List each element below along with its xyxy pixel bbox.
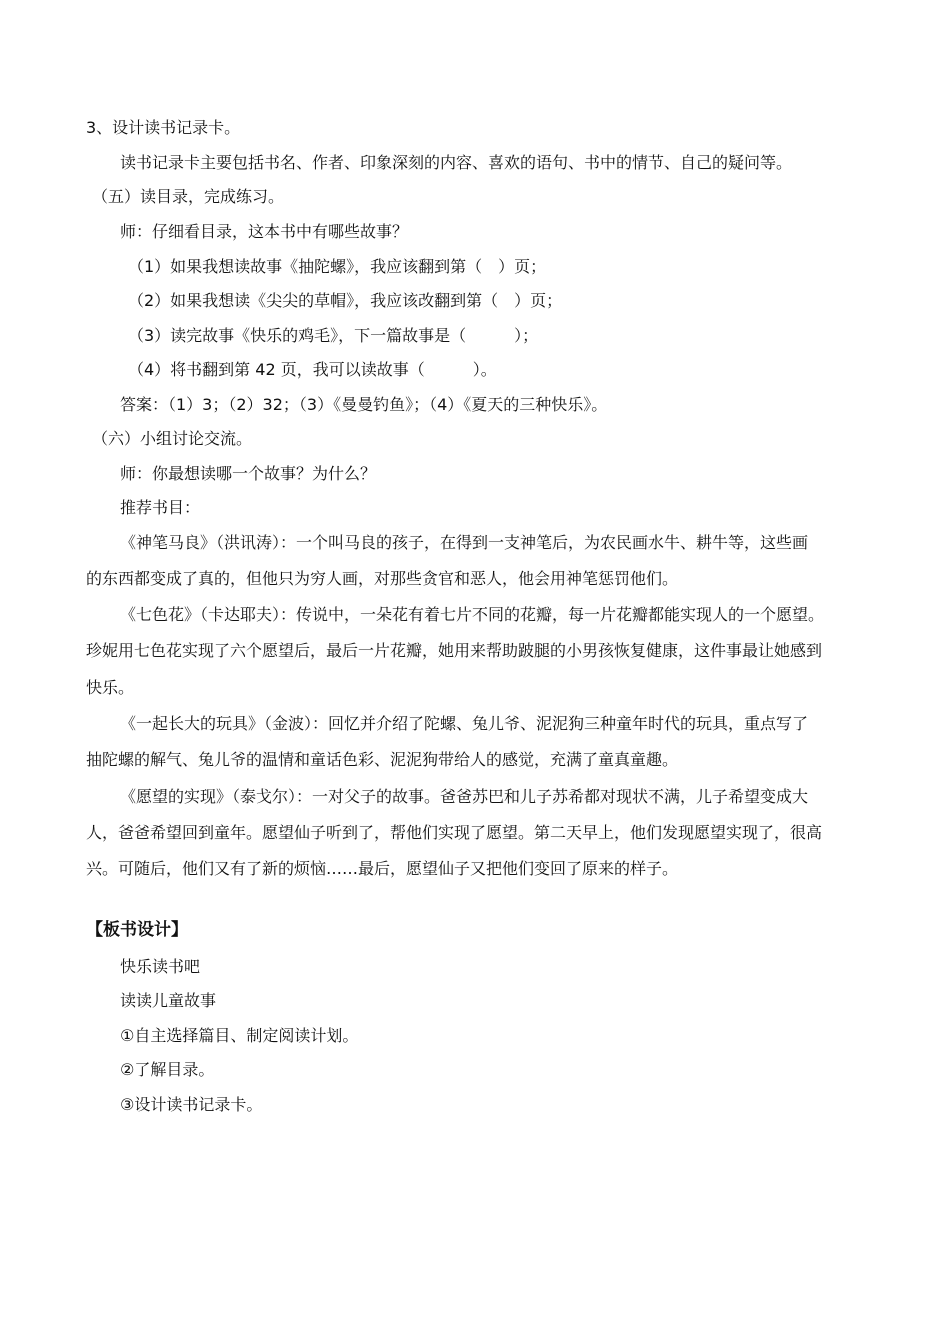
exercise-item-1: （1）如果我想读故事《抽陀螺》，我应该翻到第（ ）页； bbox=[128, 257, 547, 276]
section6-question: 师：你最想读哪一个故事？为什么？ bbox=[120, 464, 377, 483]
recommend-label: 推荐书目： bbox=[120, 498, 201, 517]
board-line-3: ①自主选择篇目、制定阅读计划。 bbox=[120, 1026, 359, 1045]
book-2-line-2: 珍妮用七色花实现了六个愿望后，最后一片花瓣，她用来帮助跛腿的小男孩恢复健康，这件事最让她感到 bbox=[86, 641, 823, 660]
book-4-line-1: 《愿望的实现》（泰戈尔）：一对父子的故事。爸爸苏巴和儿子苏希都对现状不满，儿子希望变成大 bbox=[120, 787, 809, 806]
book-3-line-2: 抽陀螺的解气、兔儿爷的温情和童话色彩、泥泥狗带给人的感觉，充满了童真童趣。 bbox=[86, 750, 679, 769]
exercise-item-3: （3）读完故事《快乐的鸡毛》，下一篇故事是（ ）； bbox=[128, 326, 539, 345]
board-line-1: 快乐读书吧 bbox=[120, 957, 201, 976]
section5-title: （五）读目录，完成练习。 bbox=[92, 187, 285, 206]
board-design-heading: 【板书设计】 bbox=[86, 920, 188, 940]
section3-desc: 读书记录卡主要包括书名、作者、印象深刻的内容、喜欢的语句、书中的情节、自己的疑问等。 bbox=[120, 153, 793, 172]
answer-text: 答案：（1）3；（2）32；（3）《曼曼钓鱼》；（4）《夏天的三种快乐》。 bbox=[120, 395, 608, 414]
exercise-item-2: （2）如果我想读《尖尖的草帽》，我应该改翻到第（ ）页； bbox=[128, 291, 563, 310]
board-line-4: ②了解目录。 bbox=[120, 1060, 215, 1079]
section5-question: 师：仔细看目录，这本书中有哪些故事？ bbox=[120, 222, 409, 241]
book-1-line-1: 《神笔马良》（洪讯涛）：一个叫马良的孩子，在得到一支神笔后，为农民画水牛、耕牛等，这些画 bbox=[120, 533, 809, 552]
exercise-item-4: （4）将书翻到第 42 页，我可以读故事（ ）。 bbox=[128, 360, 497, 379]
board-line-2: 读读儿童故事 bbox=[120, 991, 217, 1010]
book-4-line-2: 人，爸爸希望回到童年。愿望仙子听到了，帮他们实现了愿望。第二天早上，他们发现愿望实现了，很高 bbox=[86, 823, 823, 842]
section3-title: 3、设计读书记录卡。 bbox=[86, 118, 241, 137]
section6-title: （六）小组讨论交流。 bbox=[92, 429, 253, 448]
book-1-line-2: 的东西都变成了真的，但他只为穷人画，对那些贪官和恶人，他会用神笔惩罚他们。 bbox=[86, 569, 679, 588]
book-2-line-1: 《七色花》（卡达耶夫）：传说中，一朵花有着七片不同的花瓣，每一片花瓣都能实现人的一个愿望。 bbox=[120, 605, 825, 624]
board-line-5: ③设计读书记录卡。 bbox=[120, 1095, 263, 1114]
book-3-line-1: 《一起长大的玩具》（金波）：回忆并介绍了陀螺、兔儿爷、泥泥狗三种童年时代的玩具，重点写了 bbox=[120, 714, 809, 733]
book-2-line-3: 快乐。 bbox=[86, 678, 135, 697]
book-4-line-3: 兴。可随后，他们又有了新的烦恼……最后，愿望仙子又把他们变回了原来的样子。 bbox=[86, 859, 679, 878]
